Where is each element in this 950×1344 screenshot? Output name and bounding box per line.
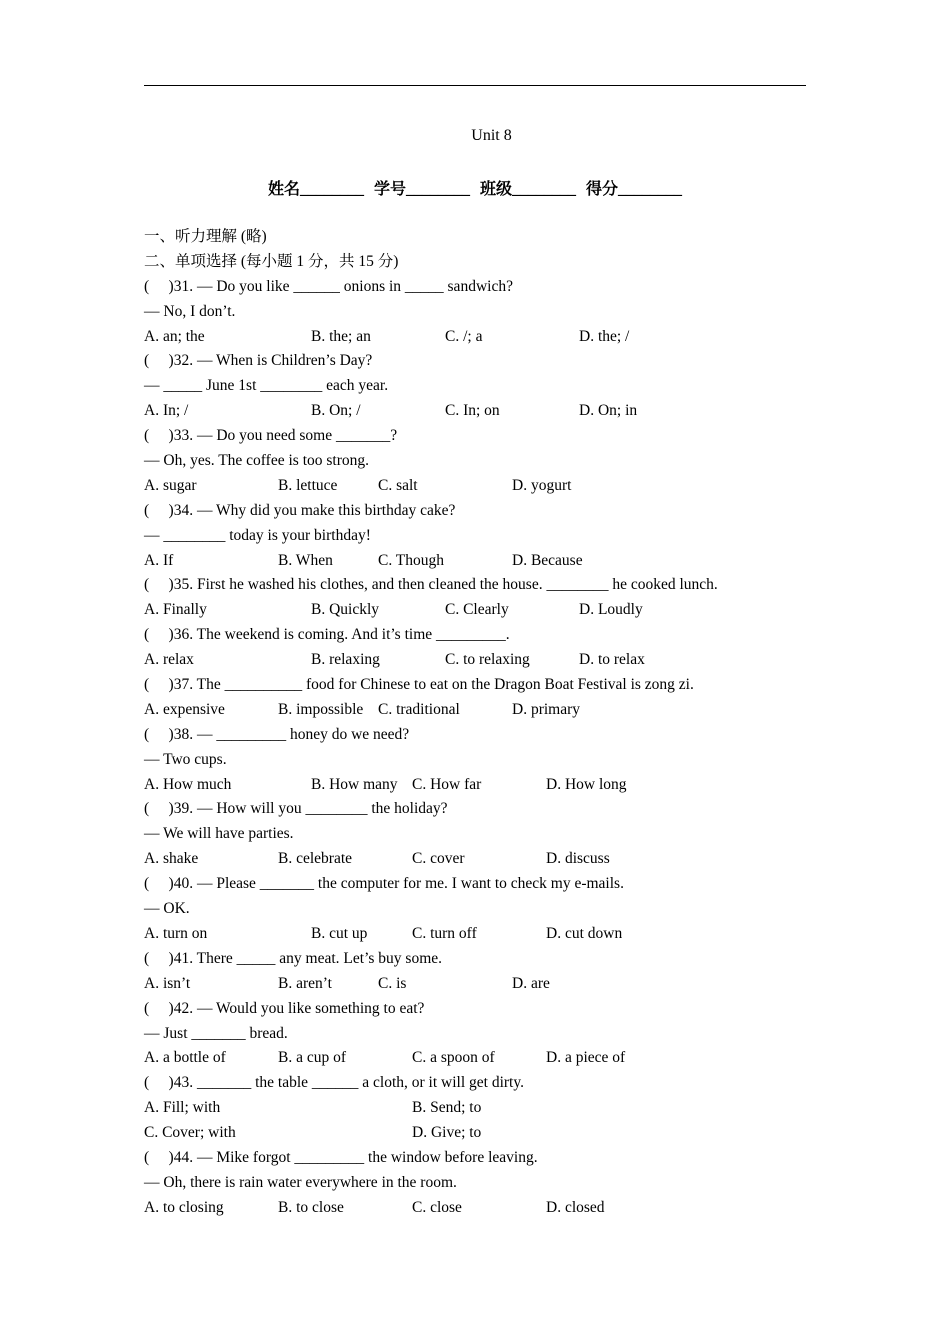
- answer-option: B. the; an: [311, 327, 371, 345]
- exam-content: [144, 225, 824, 1221]
- question-response: — We will have parties.: [144, 825, 294, 843]
- answer-option: D. yogurt: [512, 476, 572, 494]
- answer-options-row: [144, 598, 824, 623]
- answer-option: D. discuss: [546, 850, 610, 868]
- answer-option: A. sugar: [144, 476, 197, 494]
- answer-option: C. turn off: [412, 924, 477, 942]
- score-field: 得分________: [586, 181, 683, 198]
- answer-option: B. aren’t: [278, 974, 332, 992]
- name-field: 姓名________: [267, 181, 364, 198]
- question-stem: ( )43. _______ the table ______ a cloth, or it will get dirty.: [144, 1074, 524, 1092]
- answer-option: B. lettuce: [278, 476, 338, 494]
- answer-option: C. is: [378, 974, 407, 992]
- answer-option: B. a cup of: [278, 1049, 347, 1067]
- question-response: — OK.: [144, 900, 190, 918]
- question-stem: ( )34. — Why did you make this birthday cake?: [144, 501, 456, 519]
- question-stem: ( )38. — _________ honey do we need?: [144, 725, 410, 743]
- answer-option: B. When: [278, 551, 333, 569]
- answer-option: B. celebrate: [278, 850, 353, 868]
- answer-option: C. In; on: [445, 402, 500, 420]
- answer-option: D. primary: [512, 700, 581, 718]
- section-heading-listening: 一、听力理解 (略): [144, 228, 267, 245]
- answer-option: A. turn on: [144, 924, 208, 942]
- answer-option: C. cover: [412, 850, 465, 868]
- answer-option: D. to relax: [579, 651, 645, 669]
- question-response: — ________ today is your birthday!: [144, 526, 371, 544]
- answer-options-row: [144, 399, 824, 424]
- answer-option: A. Finally: [144, 601, 207, 619]
- answer-option: A. If: [144, 551, 174, 569]
- answer-option: D. On; in: [579, 402, 638, 420]
- question-stem: ( )37. The __________ food for Chinese to eat on the Dragon Boat Festival is zong zi.: [144, 676, 694, 694]
- answer-option: C. How far: [412, 775, 482, 793]
- question-response: — Oh, there is rain water everywhere in the room.: [144, 1173, 457, 1191]
- answer-option: D. are: [512, 974, 550, 992]
- answer-option: B. relaxing: [311, 651, 380, 669]
- question-stem: ( )33. — Do you need some _______?: [144, 427, 398, 445]
- answer-option: D. a piece of: [546, 1049, 626, 1067]
- question-stem: ( )31. — Do you like ______ onions in _____ sandwich?: [144, 277, 513, 295]
- answer-option: A. shake: [144, 850, 199, 868]
- question-stem: ( )32. — When is Children’s Day?: [144, 352, 373, 370]
- answer-option: B. to close: [278, 1198, 344, 1216]
- answer-option: D. cut down: [546, 924, 623, 942]
- question-response: — Just _______ bread.: [144, 1024, 288, 1042]
- answer-options-row: [144, 773, 824, 798]
- answer-options-row: [144, 922, 824, 947]
- answer-option: D. Loudly: [579, 601, 643, 619]
- answer-option: C. /; a: [445, 327, 483, 345]
- question-response: — Oh, yes. The coffee is too strong.: [144, 452, 369, 470]
- answer-option: D. Give; to: [412, 1124, 482, 1142]
- answer-option: A. How much: [144, 775, 232, 793]
- answer-option: A. relax: [144, 651, 194, 669]
- page-title: Unit 8: [471, 127, 512, 144]
- answer-option: A. expensive: [144, 700, 225, 718]
- answer-options-row: [144, 325, 824, 350]
- answer-options-row: [144, 698, 824, 723]
- question-stem: ( )44. — Mike forgot _________ the window before leaving.: [144, 1148, 538, 1166]
- question-stem: ( )41. There _____ any meat. Let’s buy some.: [144, 949, 443, 967]
- question-stem: ( )36. The weekend is coming. And it’s time _________.: [144, 626, 510, 644]
- answer-option: B. On; /: [311, 402, 361, 420]
- answer-options-row: [144, 648, 824, 673]
- section-heading-multiple-choice: 二、单项选择 (每小题 1 分，共 15 分): [144, 252, 399, 270]
- answer-options-row: [144, 1046, 824, 1071]
- answer-option: B. How many: [311, 775, 398, 793]
- answer-options-row: [144, 549, 824, 574]
- answer-option: B. impossible: [278, 700, 364, 718]
- answer-option: D. Because: [512, 551, 583, 569]
- question-stem: ( )35. First he washed his clothes, and then cleaned the house. ________ he cooked lunch.: [144, 576, 718, 594]
- answer-option: A. a bottle of: [144, 1049, 226, 1067]
- answer-options-row: [144, 474, 824, 499]
- question-stem: ( )42. — Would you like something to eat?: [144, 999, 425, 1017]
- answer-option: D. closed: [546, 1198, 605, 1216]
- answer-option: A. isn’t: [144, 974, 191, 992]
- answer-option: A. an; the: [144, 327, 205, 345]
- class-field: 班级________: [480, 181, 577, 198]
- question-response: — Two cups.: [144, 750, 227, 768]
- answer-option: A. In; /: [144, 402, 189, 420]
- answer-options-row: [144, 972, 824, 997]
- answer-options-row: [144, 1196, 824, 1221]
- answer-options-row: [144, 1096, 824, 1121]
- answer-option: C. Though: [378, 551, 445, 569]
- answer-option: D. the; /: [579, 327, 630, 345]
- answer-option: D. How long: [546, 775, 627, 793]
- answer-option: C. Clearly: [445, 601, 509, 619]
- question-stem: ( )40. — Please _______ the computer for me. I want to check my e-mails.: [144, 875, 624, 893]
- answer-option: B. Send; to: [412, 1099, 482, 1117]
- student-id-field: 学号________: [373, 181, 470, 198]
- question-response: — No, I don’t.: [144, 302, 236, 320]
- answer-option: B. Quickly: [311, 601, 380, 619]
- answer-option: B. cut up: [311, 924, 368, 942]
- question-response: — _____ June 1st ________ each year.: [144, 377, 389, 395]
- answer-option: C. close: [412, 1198, 462, 1216]
- answer-options-row: [144, 847, 824, 872]
- answer-option: C. salt: [378, 476, 418, 494]
- question-stem: ( )39. — How will you ________ the holiday?: [144, 800, 448, 818]
- answer-option: A. Fill; with: [144, 1099, 221, 1117]
- answer-option: C. to relaxing: [445, 651, 530, 669]
- student-info-line: [0, 176, 950, 199]
- answer-options-row: [144, 1121, 824, 1146]
- answer-option: C. a spoon of: [412, 1049, 495, 1067]
- header-rule: [144, 85, 806, 86]
- answer-option: C. traditional: [378, 700, 460, 718]
- answer-option: A. to closing: [144, 1198, 224, 1216]
- answer-option: C. Cover; with: [144, 1124, 236, 1142]
